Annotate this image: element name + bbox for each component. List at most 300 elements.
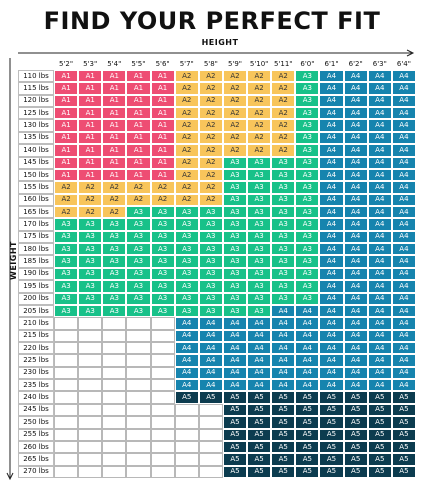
size-cell: A5: [319, 453, 343, 465]
height-column-header: 5'5": [131, 59, 146, 68]
size-cell: A5: [368, 441, 392, 453]
size-cell: A3: [247, 181, 271, 193]
size-cell: A4: [319, 379, 343, 391]
size-cell: A4: [368, 157, 392, 169]
size-cell: A3: [126, 293, 150, 305]
size-chart-grid: [18, 58, 416, 478]
size-cell: A4: [223, 317, 247, 329]
size-cell: A4: [344, 119, 368, 131]
size-cell: A5: [392, 416, 416, 428]
size-cell: A4: [223, 379, 247, 391]
size-cell: A4: [319, 132, 343, 144]
weight-row-label: 150 lbs: [18, 169, 54, 181]
size-cell: A1: [102, 144, 126, 156]
empty-cell: [126, 404, 150, 416]
size-cell: A4: [319, 317, 343, 329]
size-cell: A4: [368, 342, 392, 354]
size-cell: A5: [295, 466, 319, 478]
weight-row-label: 255 lbs: [18, 429, 54, 441]
size-cell: A3: [223, 218, 247, 230]
size-cell: A4: [392, 379, 416, 391]
empty-cell: [102, 330, 126, 342]
size-cell: A2: [247, 132, 271, 144]
size-cell: A4: [368, 119, 392, 131]
empty-cell: [102, 379, 126, 391]
size-cell: A3: [271, 280, 295, 292]
size-cell: A3: [199, 206, 223, 218]
size-cell: A4: [199, 330, 223, 342]
weight-row-label: 115 lbs: [18, 82, 54, 94]
size-cell: A5: [344, 453, 368, 465]
empty-cell: [54, 342, 78, 354]
size-cell: A3: [223, 305, 247, 317]
size-cell: A1: [126, 132, 150, 144]
size-cell: A1: [126, 169, 150, 181]
size-cell: A2: [199, 70, 223, 82]
size-cell: A4: [368, 218, 392, 230]
size-cell: A4: [368, 82, 392, 94]
empty-cell: [126, 379, 150, 391]
size-cell: A5: [319, 391, 343, 403]
size-cell: A4: [344, 280, 368, 292]
size-cell: A1: [78, 70, 102, 82]
size-cell: A4: [319, 280, 343, 292]
size-cell: A2: [223, 107, 247, 119]
empty-cell: [175, 466, 199, 478]
size-cell: A2: [271, 132, 295, 144]
size-cell: A4: [368, 107, 392, 119]
size-cell: A5: [295, 391, 319, 403]
size-cell: A5: [247, 416, 271, 428]
size-cell: A3: [151, 268, 175, 280]
size-cell: A4: [319, 231, 343, 243]
size-cell: A3: [295, 255, 319, 267]
size-cell: A3: [175, 218, 199, 230]
size-cell: A3: [102, 293, 126, 305]
size-cell: A3: [151, 293, 175, 305]
size-cell: A5: [247, 391, 271, 403]
size-cell: A5: [175, 391, 199, 403]
size-cell: A3: [295, 218, 319, 230]
size-cell: A4: [319, 206, 343, 218]
size-cell: A2: [78, 194, 102, 206]
empty-cell: [126, 317, 150, 329]
size-cell: A3: [295, 70, 319, 82]
size-cell: A5: [319, 429, 343, 441]
weight-row-label: 225 lbs: [18, 354, 54, 366]
weight-row-label: 200 lbs: [18, 293, 54, 305]
height-arrow-icon: [18, 49, 418, 57]
empty-cell: [54, 429, 78, 441]
size-cell: A5: [368, 466, 392, 478]
size-cell: A4: [392, 194, 416, 206]
size-cell: A2: [175, 82, 199, 94]
size-cell: A3: [271, 181, 295, 193]
size-cell: A4: [175, 367, 199, 379]
empty-cell: [102, 416, 126, 428]
size-cell: A3: [54, 293, 78, 305]
size-cell: A4: [223, 367, 247, 379]
size-cell: A3: [271, 231, 295, 243]
size-cell: A2: [199, 132, 223, 144]
size-cell: A4: [344, 70, 368, 82]
height-column-header: 6'0": [300, 59, 315, 68]
size-cell: A4: [368, 305, 392, 317]
empty-cell: [54, 391, 78, 403]
size-cell: A3: [271, 218, 295, 230]
size-cell: A5: [271, 416, 295, 428]
size-cell: A1: [78, 132, 102, 144]
size-cell: A5: [368, 391, 392, 403]
size-cell: A2: [175, 107, 199, 119]
empty-cell: [54, 404, 78, 416]
size-cell: A3: [54, 280, 78, 292]
size-cell: A1: [54, 95, 78, 107]
size-cell: A3: [247, 169, 271, 181]
height-axis-label: HEIGHT: [201, 38, 239, 47]
size-cell: A4: [392, 82, 416, 94]
empty-cell: [151, 453, 175, 465]
size-cell: A4: [344, 330, 368, 342]
size-cell: A5: [271, 391, 295, 403]
empty-cell: [126, 367, 150, 379]
size-cell: A2: [199, 157, 223, 169]
size-cell: A4: [344, 107, 368, 119]
size-cell: A4: [344, 169, 368, 181]
size-cell: A3: [271, 206, 295, 218]
empty-cell: [126, 453, 150, 465]
size-cell: A3: [151, 280, 175, 292]
size-cell: A5: [223, 441, 247, 453]
weight-row-label: 140 lbs: [18, 144, 54, 156]
size-cell: A3: [126, 255, 150, 267]
empty-cell: [78, 379, 102, 391]
size-cell: A4: [368, 379, 392, 391]
empty-cell: [78, 317, 102, 329]
size-cell: A1: [151, 157, 175, 169]
size-cell: A3: [223, 181, 247, 193]
size-cell: A2: [271, 119, 295, 131]
size-cell: A5: [344, 391, 368, 403]
size-cell: A1: [102, 82, 126, 94]
size-cell: A2: [223, 132, 247, 144]
size-cell: A3: [223, 268, 247, 280]
page-title: FIND YOUR PERFECT FIT: [43, 7, 381, 35]
size-cell: A3: [223, 169, 247, 181]
size-cell: A4: [392, 305, 416, 317]
empty-cell: [54, 330, 78, 342]
weight-row-label: 175 lbs: [18, 231, 54, 243]
size-cell: A4: [392, 95, 416, 107]
size-cell: A3: [247, 243, 271, 255]
size-cell: A4: [344, 206, 368, 218]
size-cell: A4: [295, 342, 319, 354]
empty-cell: [78, 391, 102, 403]
empty-cell: [175, 441, 199, 453]
size-cell: A4: [319, 144, 343, 156]
size-cell: A4: [199, 354, 223, 366]
size-cell: A4: [368, 268, 392, 280]
size-cell: A5: [392, 466, 416, 478]
weight-row-label: 240 lbs: [18, 391, 54, 403]
size-cell: A2: [247, 144, 271, 156]
size-cell: A4: [392, 243, 416, 255]
size-cell: A4: [392, 218, 416, 230]
size-cell: A3: [223, 293, 247, 305]
size-cell: A1: [151, 132, 175, 144]
size-cell: A4: [368, 70, 392, 82]
size-cell: A2: [78, 181, 102, 193]
size-cell: A3: [151, 305, 175, 317]
size-cell: A4: [368, 144, 392, 156]
empty-cell: [54, 367, 78, 379]
size-cell: A4: [319, 157, 343, 169]
size-cell: A4: [247, 354, 271, 366]
size-cell: A3: [295, 169, 319, 181]
weight-row-label: 210 lbs: [18, 317, 54, 329]
size-cell: A4: [223, 330, 247, 342]
empty-cell: [102, 404, 126, 416]
height-column-header: 5'6": [155, 59, 170, 68]
weight-axis-label: WEIGHT: [8, 241, 18, 280]
size-cell: A5: [271, 441, 295, 453]
size-cell: A4: [392, 157, 416, 169]
size-cell: A2: [151, 194, 175, 206]
weight-row-label: 220 lbs: [18, 342, 54, 354]
weight-row-label: 250 lbs: [18, 416, 54, 428]
weight-row-label: 180 lbs: [18, 243, 54, 255]
size-cell: A2: [102, 194, 126, 206]
size-cell: A4: [368, 95, 392, 107]
empty-cell: [78, 429, 102, 441]
size-cell: A2: [223, 95, 247, 107]
size-cell: A4: [344, 132, 368, 144]
size-cell: A5: [247, 441, 271, 453]
weight-row-label: 230 lbs: [18, 367, 54, 379]
size-cell: A3: [78, 280, 102, 292]
size-cell: A1: [102, 157, 126, 169]
empty-cell: [126, 342, 150, 354]
size-cell: A3: [295, 107, 319, 119]
empty-cell: [151, 317, 175, 329]
size-cell: A5: [368, 429, 392, 441]
size-cell: A4: [199, 342, 223, 354]
size-cell: A4: [247, 379, 271, 391]
size-cell: A4: [175, 317, 199, 329]
size-cell: A3: [126, 305, 150, 317]
size-cell: A2: [271, 107, 295, 119]
size-cell: A4: [392, 268, 416, 280]
height-column-header: 5'9": [227, 59, 243, 68]
size-cell: A4: [271, 330, 295, 342]
size-cell: A5: [271, 404, 295, 416]
size-cell: A2: [175, 95, 199, 107]
size-cell: A5: [247, 466, 271, 478]
size-cell: A3: [151, 243, 175, 255]
size-cell: A4: [344, 268, 368, 280]
size-cell: A4: [319, 119, 343, 131]
size-cell: A3: [199, 268, 223, 280]
weight-row-label: 155 lbs: [18, 181, 54, 193]
empty-cell: [151, 330, 175, 342]
size-cell: A3: [126, 268, 150, 280]
empty-cell: [54, 466, 78, 478]
size-cell: A4: [271, 354, 295, 366]
size-cell: A2: [271, 95, 295, 107]
size-cell: A3: [78, 218, 102, 230]
size-cell: A4: [319, 354, 343, 366]
size-cell: A3: [78, 243, 102, 255]
weight-row-label: 125 lbs: [18, 107, 54, 119]
size-cell: A5: [344, 429, 368, 441]
height-column-header: 5'2": [59, 59, 74, 68]
size-cell: A4: [368, 181, 392, 193]
weight-row-label: 120 lbs: [18, 95, 54, 107]
size-cell: A1: [126, 107, 150, 119]
size-cell: A1: [54, 119, 78, 131]
empty-cell: [175, 429, 199, 441]
size-cell: A2: [223, 119, 247, 131]
size-cell: A5: [368, 453, 392, 465]
size-cell: A3: [151, 206, 175, 218]
empty-cell: [151, 379, 175, 391]
size-cell: A4: [392, 255, 416, 267]
size-cell: A5: [319, 404, 343, 416]
empty-cell: [54, 354, 78, 366]
size-cell: A4: [319, 330, 343, 342]
empty-cell: [102, 429, 126, 441]
size-cell: A3: [295, 144, 319, 156]
size-cell: A3: [247, 194, 271, 206]
size-cell: A4: [319, 82, 343, 94]
size-cell: A2: [223, 82, 247, 94]
size-cell: A2: [175, 157, 199, 169]
size-cell: A5: [223, 466, 247, 478]
weight-row-label: 260 lbs: [18, 441, 54, 453]
empty-cell: [102, 342, 126, 354]
size-cell: A4: [368, 330, 392, 342]
size-cell: A4: [392, 367, 416, 379]
size-cell: A4: [368, 243, 392, 255]
weight-row-label: 145 lbs: [18, 157, 54, 169]
size-cell: A3: [247, 293, 271, 305]
size-cell: A2: [199, 194, 223, 206]
size-cell: A3: [295, 206, 319, 218]
size-cell: A4: [344, 367, 368, 379]
size-cell: A5: [368, 404, 392, 416]
size-cell: A2: [247, 70, 271, 82]
size-cell: A2: [54, 206, 78, 218]
size-cell: A4: [319, 268, 343, 280]
weight-row-label: 215 lbs: [18, 330, 54, 342]
size-cell: A3: [151, 255, 175, 267]
size-cell: A3: [199, 255, 223, 267]
size-cell: A4: [271, 379, 295, 391]
size-cell: A5: [368, 416, 392, 428]
empty-cell: [54, 441, 78, 453]
size-cell: A3: [199, 293, 223, 305]
size-cell: A3: [271, 169, 295, 181]
empty-cell: [199, 404, 223, 416]
size-cell: A4: [344, 194, 368, 206]
size-cell: A3: [295, 293, 319, 305]
size-cell: A3: [126, 218, 150, 230]
size-cell: A1: [78, 169, 102, 181]
size-cell: A4: [344, 82, 368, 94]
empty-cell: [102, 453, 126, 465]
empty-cell: [151, 416, 175, 428]
size-cell: A2: [54, 181, 78, 193]
size-cell: A4: [319, 243, 343, 255]
size-cell: A3: [175, 206, 199, 218]
size-cell: A5: [247, 429, 271, 441]
size-cell: A1: [126, 144, 150, 156]
size-cell: A5: [319, 441, 343, 453]
size-cell: A5: [247, 453, 271, 465]
size-cell: A3: [271, 194, 295, 206]
empty-cell: [126, 429, 150, 441]
size-cell: A5: [223, 404, 247, 416]
size-cell: A2: [199, 181, 223, 193]
size-cell: A1: [151, 107, 175, 119]
size-cell: A4: [344, 157, 368, 169]
size-cell: A5: [247, 404, 271, 416]
size-cell: A3: [54, 255, 78, 267]
weight-row-label: 265 lbs: [18, 453, 54, 465]
size-cell: A3: [199, 231, 223, 243]
size-cell: A5: [344, 466, 368, 478]
size-cell: A3: [54, 305, 78, 317]
height-column-header: 6'3": [372, 59, 387, 68]
size-cell: A4: [319, 293, 343, 305]
size-cell: A3: [223, 231, 247, 243]
size-cell: A3: [295, 181, 319, 193]
size-cell: A3: [271, 255, 295, 267]
size-cell: A4: [319, 70, 343, 82]
empty-cell: [102, 466, 126, 478]
size-cell: A5: [295, 429, 319, 441]
height-column-header: 6'2": [348, 59, 363, 68]
weight-row-label: 170 lbs: [18, 218, 54, 230]
size-cell: A4: [271, 305, 295, 317]
size-cell: A4: [344, 305, 368, 317]
size-cell: A1: [78, 107, 102, 119]
size-cell: A4: [392, 317, 416, 329]
size-cell: A1: [78, 82, 102, 94]
empty-cell: [151, 466, 175, 478]
size-cell: A3: [247, 280, 271, 292]
size-cell: A3: [175, 280, 199, 292]
size-cell: A1: [151, 169, 175, 181]
size-cell: A3: [295, 119, 319, 131]
weight-row-label: 110 lbs: [18, 70, 54, 82]
empty-cell: [151, 404, 175, 416]
size-cell: A4: [295, 330, 319, 342]
size-cell: A2: [247, 95, 271, 107]
size-cell: A1: [102, 107, 126, 119]
size-cell: A2: [175, 119, 199, 131]
size-cell: A1: [54, 132, 78, 144]
empty-cell: [78, 354, 102, 366]
size-cell: A4: [319, 342, 343, 354]
size-cell: A5: [295, 404, 319, 416]
size-cell: A3: [102, 305, 126, 317]
empty-cell: [199, 429, 223, 441]
size-cell: A2: [199, 144, 223, 156]
size-cell: A4: [175, 330, 199, 342]
size-cell: A2: [247, 82, 271, 94]
empty-cell: [199, 441, 223, 453]
